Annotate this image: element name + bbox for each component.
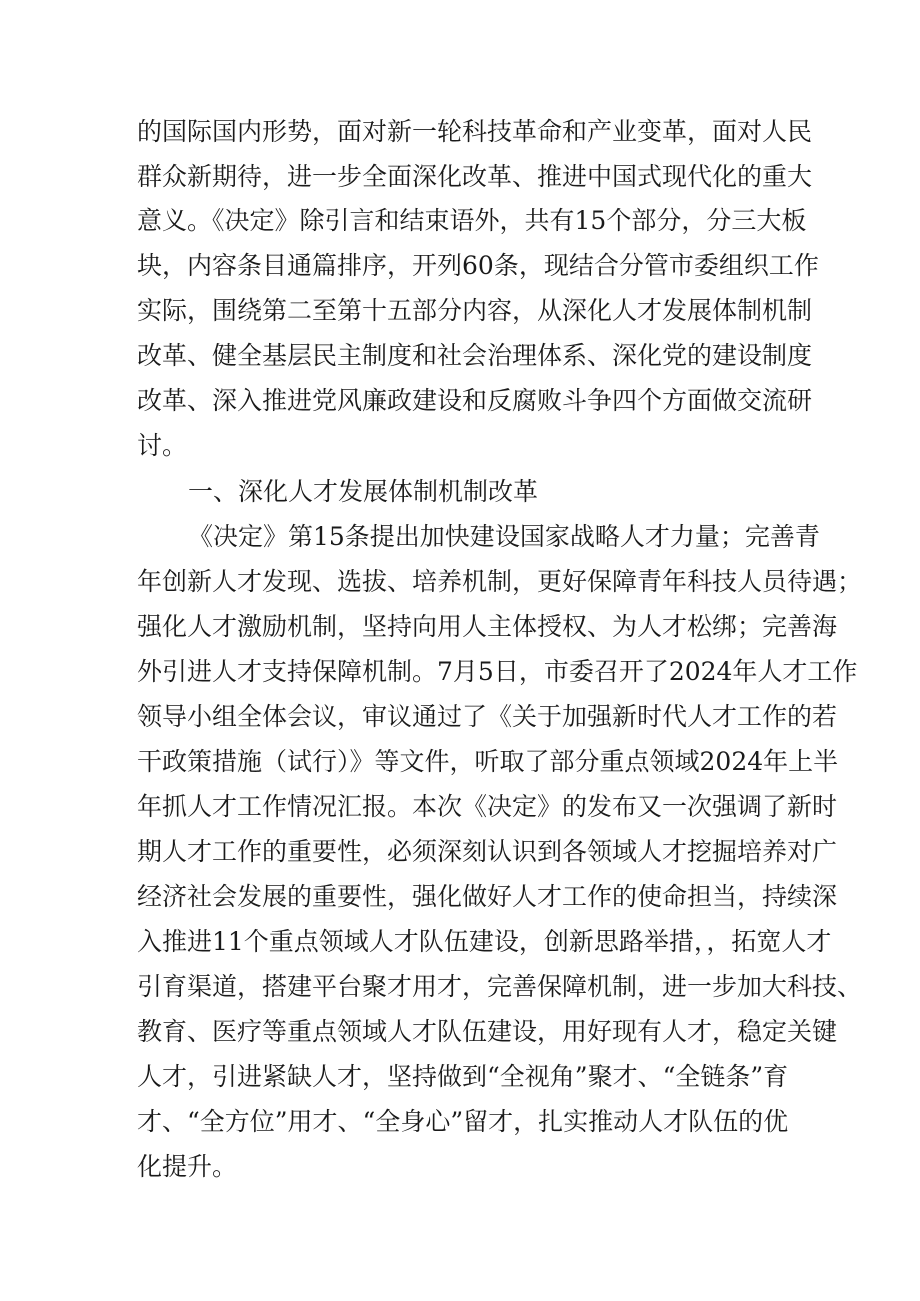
paragraph-1-line-6: 改革、健全基层民主制度和社会治理体系、深化党的建设制度 [137,341,813,370]
paragraph-2-line-15: 化提升。 [137,1152,238,1181]
paragraph-2-line-5: 领导小组全体会议，审议通过了《关于加强新时代人才工作的若 [137,702,838,731]
paragraph-1-line-4: 块，内容条目通篇排序，开列60条，现结合分管市委组织工作 [137,251,819,280]
paragraph-2-line-13: 人才，引进紧缺人才，坚持做到“全视角”聚才、“全链条”育 [137,1062,789,1091]
paragraph-2-line-8: 期人才工作的重要性，必须深刻认识到各领域人才挖掘培养对广 [137,837,838,866]
paragraph-1-line-3: 意义。《决定》除引言和结束语外，共有15个部分，分三大板 [137,206,807,235]
paragraph-1-line-7: 改革、深入推进党风廉政建设和反腐败斗争四个方面做交流研 [137,386,813,415]
paragraph-2-line-3: 强化人才激励机制，坚持向用人主体授权、为人才松绑；完善海 [137,612,838,641]
paragraph-2-line-14: 才、“全方位”用才、“全身心”留才，扎实推动人才队伍的优 [137,1107,789,1136]
paragraph-2-line-6: 干政策措施（试行）》等文件，听取了部分重点领域2024年上半 [137,747,839,776]
paragraph-1-line-8: 讨。 [137,431,188,460]
paragraph-2-line-11: 引育渠道，搭建平台聚才用才，完善保障机制，进一步加大科技、 [137,972,863,1001]
paragraph-1-line-2: 群众新期待，进一步全面深化改革、推进中国式现代化的重大 [137,162,813,191]
paragraph-2-line-7: 年抓人才工作情况汇报。本次《决定》的发布又一次强调了新时 [137,792,838,821]
paragraph-1-line-1: 的国际国内形势，面对新一轮科技革命和产业变革，面对人民 [137,117,813,146]
section-heading: 一、深化人才发展体制机制改革 [188,477,539,506]
paragraph-2-line-4: 外引进人才支持保障机制。7月5日，市委召开了2024年人才工作 [137,657,858,686]
paragraph-2-line-10: 入推进11个重点领域人才队伍建设，创新思路举措，，拓宽人才 [137,927,832,956]
paragraph-2-line-9: 经济社会发展的重要性，强化做好人才工作的使命担当，持续深 [137,882,838,911]
paragraph-2-line-2: 年创新人才发现、选拔、培养机制，更好保障青年科技人员待遇； [137,567,863,596]
paragraph-1-line-5: 实际，围绕第二至第十五部分内容，从深化人才发展体制机制 [137,296,813,325]
paragraph-2-line-12: 教育、医疗等重点领域人才队伍建设，用好现有人才，稳定关键 [137,1017,838,1046]
paragraph-2-line-1: 《决定》第15条提出加快建设国家战略人才力量；完善青 [188,522,820,551]
